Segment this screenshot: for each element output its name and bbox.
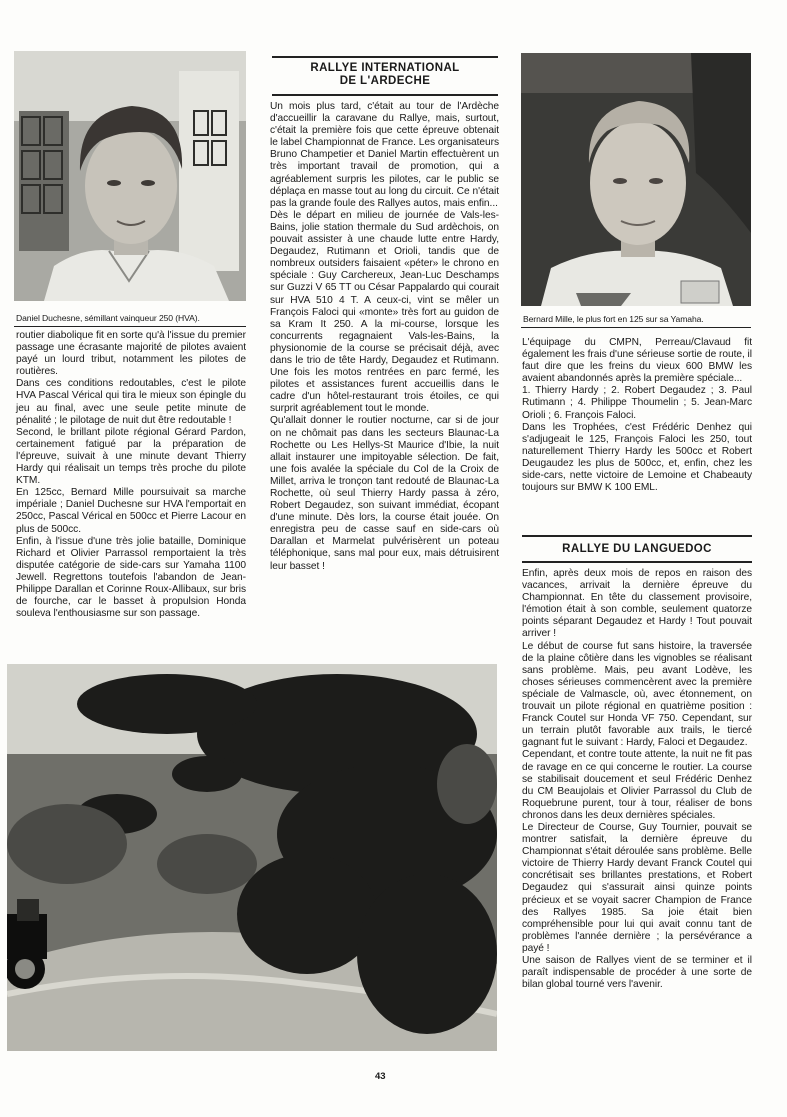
paragraph: Enfin, après deux mois de repos en raison des vacances, arrivait la dernière épreuve du Championnat. En tête du classement provisoire, l'émotion était à son comble, seulement quatorze points séparant Degaudez et Hardy ! Tout pouvait arriver ! <box>522 568 752 640</box>
ardeche-text <box>270 101 499 573</box>
duchesne-caption: Daniel Duchesne, sémillant vainqueur 250 (HVA). <box>16 313 200 323</box>
paragraph: En 125cc, Bernard Mille poursuivait sa marche impériale ; Daniel Duchesne sur HVA l'emportait en 250cc, Pascal Vérical en 500cc et Pierre Lacour en plus de 500cc. <box>16 487 246 535</box>
paragraph: 1. Thierry Hardy ; 2. Robert Degaudez ; 3. Paul Rutimann ; 4. Philippe Thoumelin ; 5. Jean-Marc Orioli ; 6. François Faloci. <box>522 385 752 421</box>
ardeche-heading-line1: RALLYE INTERNATIONAL <box>310 62 460 74</box>
paragraph: Second, le brillant pilote régional Gérard Pardon, certainement fatigué par la préparation de l'épreuve, suivait à une minute devant Thierry Hardy qui réalisait un temps très proche du pilote KTM. <box>16 426 246 487</box>
paragraph: Cependant, et contre toute attente, la nuit ne fit pas de ravage en ce qui concerne le routier. La course se stabilisait doucement et seul Frédéric Denhez du CM Beaujolais et Olivier Parrassol du Club de Roquebrune purent, tour à tour, réaliser de bons chronos dans les deux dernières spéciales. <box>522 749 752 821</box>
languedoc-heading: RALLYE DU LANGUEDOC <box>562 543 712 555</box>
paragraph: Un mois plus tard, c'était au tour de l'Ardèche d'accueillir la caravane du Rallye, mais, surtout, c'était la première fois que cette épreuve obtenait le label Championnat de France. Les organisateurs Bruno Champetier et Daniel Martin effectuèrent un très important travail de promotion, qui a agréablement surpris les pilotes, car le public se déplaça en masse tout au long du circuit. Ce n'était pas la grande foule des Rallyes autos, mais enfin... <box>270 101 499 209</box>
mille-caption-rule <box>521 327 751 328</box>
ardeche-heading <box>272 62 498 88</box>
mille-caption: Bernard Mille, le plus fort en 125 sur sa Yamaha. <box>523 314 704 324</box>
page-number: 43 <box>375 1071 386 1082</box>
mille-photo <box>521 53 751 306</box>
paragraph: Le Directeur de Course, Guy Tournier, pouvait se montrer satisfait, la dernière épreuve du Championnat s'était déroulée sans problème. Belle victoire de Thierry Hardy devant Franck Coutel qui concrétisait ses brillantes prestations, et Robert Degaudez qui s'assurait ainsi quinze points précieux et se voyait sacrer Champion de France des Rallyes 1985. Sa joie était bien compréhensible pour lui qui avait connu tant de problèmes l'année dernière ; la persévérance a payé ! <box>522 821 752 954</box>
languedoc-text <box>522 568 752 991</box>
ardeche-rule-bottom <box>272 94 498 96</box>
paragraph: Dès le départ en milieu de journée de Vals-les-Bains, jolie station thermale du Sud ardèchois, on pouvait assister à une chaude lutte entre Hardy, Degaudez, Rutimann et Orioli, tandis que de nombreux outsiders faisaient «péter» le chrono en spéciale : Guy Carchereux, Jean-Luc Deschamps sur Guzzi V 65 TT ou César Pappalardo qui courait sur HVA 510 4 T. A ceux-ci, vint se mêler un François Faloci qui «monte» très fort au guidon de sa Kram It 250. A la mi-course, lorsque les concurrents regagnaient Vals-les-Bains, la physionomie de la course se précisait déjà, avec dans le trio de tête Hardy, Degaudez et Rutimann. Une fois les motos rentrées en parc fermé, les pilotes et assistances furent accueillis dans le cadre d'un hôtel-restaurant trois étoiles, ce qui surprit agréablement tout le monde. <box>270 209 499 415</box>
paragraph: L'équipage du CMPN, Perreau/Clavaud fit également les frais d'une sérieuse sortie de route, il faut dire que les freins du vieux 600 BMW les avaient abandonnés après la première spéciale... <box>522 337 752 385</box>
duchesne-photo <box>14 51 246 301</box>
paragraph: Qu'allait donner le routier nocturne, car si de jour on ne chômait pas dans les secteurs Blaunac-La Rochette ou Les Hellys-St Maurice d'Ibie, la nuit allait instaurer une impitoyable sélection. De fait, une fois avalée la spéciale du Col de la Croix de Millet, arriva le tronçon tant redouté de Blaunac-La Rochette, où seul Thierry Hardy passa à zéro, Robert Degaudez, son suivant immédiat, écopant d'une minute. Dès lors, la course était jouée. On enregistra peu de casse sauf en side-cars où Darallan et Marmelat pulvérisèrent un poteau téléphonique, sans mal pour eux, mais détruisirent leur basset ! <box>270 415 499 572</box>
paragraph: Dans les Trophées, c'est Frédéric Denhez qui s'adjugeait le 125, François Faloci les 250, tout naturellement Thierry Hardy les 500cc et Robert Deugaudez les plus de 500cc, et, enfin, chez les side-cars, nette victoire de Lemoine et Chabeauty toujours sur BMW K 100 EML. <box>522 421 752 494</box>
paragraph: Une saison de Rallyes vient de se terminer et il paraît indispensable de procéder à une sorte de bilan global tourné vers l'avenir. <box>522 955 752 991</box>
paragraph: Dans ces conditions redoutables, c'est le pilote HVA Pascal Vérical qui tira le mieux son épingle du jeu au final, avec une seule petite minute de pénalité ; le pilotage de nuit dut être redoutable ! <box>16 378 246 426</box>
left-column-text <box>16 330 246 620</box>
caption-rule <box>14 326 246 327</box>
paragraph: Le début de course fut sans histoire, la traversée de la plaine côtière dans les vignobles se réalisant sans problème. Mais, peu avant Lodève, les choses sérieuses commencèrent avec la première spéciale de Valmascle, où, avec étonnement, on trouvait un pilote régional en quatrième position : Franck Coutel sur Honda VF 750. Cependant, sur un terrain plutôt favorable aux trails, le tiercé gagnant fut le suivant : Hardy, Faloci et Degaudez. <box>522 640 752 749</box>
rally-road-photo <box>7 664 497 1051</box>
languedoc-rule-bottom <box>522 561 752 563</box>
ardeche-heading-line2: DE L'ARDECHE <box>339 75 431 87</box>
paragraph: Enfin, à l'issue d'une très jolie bataille, Dominique Richard et Olivier Parrassol remportaient la très disputée catégorie de side-cars sur Yamaha 1100 Jewell. Regrettons toutefois l'abandon de Jean-Philippe Darallan et Corinne Roux-Allibaux, sur bris de fourche, car le basset à propulsion Honda souleva l'enthousiasme sur son passage. <box>16 535 246 620</box>
ardeche-rule-top <box>272 56 498 58</box>
paragraph: routier diabolique fit en sorte qu'à l'issue du premier passage une écrasante majorité de pilotes avaient payé un lourd tribut, notamment les pilotes de routières. <box>16 330 246 378</box>
languedoc-rule-top <box>522 535 752 537</box>
right-column-text <box>522 337 752 494</box>
